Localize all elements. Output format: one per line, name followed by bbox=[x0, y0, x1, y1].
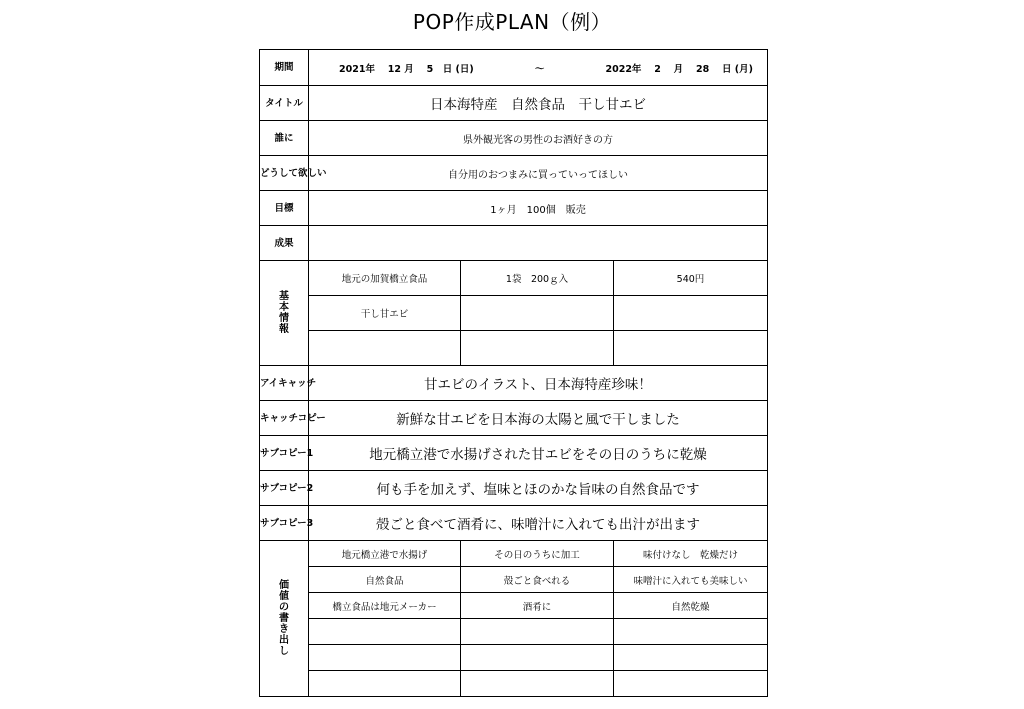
basic-info-cell[interactable]: 地元の加賀橋立食品 bbox=[309, 261, 461, 296]
eye-catch-value[interactable]: 甘エビのイラスト、日本海特産珍味！ bbox=[309, 366, 768, 401]
title-label: タイトル bbox=[260, 86, 309, 121]
sub-copy-1-value[interactable]: 地元橋立港で水揚げされた甘エビをその日のうちに乾燥 bbox=[309, 436, 768, 471]
copy-row bbox=[260, 436, 768, 471]
sub-copy-3-label: サブコピー3 bbox=[260, 506, 309, 541]
value-row bbox=[260, 619, 768, 645]
period-label: 期間 bbox=[260, 50, 309, 86]
copy-row bbox=[260, 506, 768, 541]
value-row bbox=[260, 645, 768, 671]
basic-info-cell[interactable]: 1袋 200ｇ入 bbox=[461, 261, 614, 296]
result-row bbox=[260, 226, 768, 261]
sub-copy-2-label: サブコピー2 bbox=[260, 471, 309, 506]
period-end: 2022年 2 月 28 日 (月) bbox=[605, 63, 753, 75]
value-cell[interactable] bbox=[614, 619, 768, 645]
value-cell[interactable] bbox=[309, 671, 461, 697]
basic-info-cell[interactable] bbox=[614, 296, 768, 331]
value-row bbox=[260, 541, 768, 567]
value-cell[interactable]: 橋立食品は地元メーカー bbox=[309, 593, 461, 619]
goal-value[interactable]: 1ヶ月 100個 販売 bbox=[309, 191, 768, 226]
copy-row bbox=[260, 401, 768, 436]
basic-info-row bbox=[260, 261, 768, 296]
value-cell[interactable]: 酒肴に bbox=[461, 593, 614, 619]
basic-info-label: 基本情報 bbox=[260, 261, 309, 366]
catch-copy-label: キャッチコピー bbox=[260, 401, 309, 436]
basic-info-cell[interactable] bbox=[461, 331, 614, 366]
target-value[interactable]: 県外観光客の男性のお酒好きの方 bbox=[309, 121, 768, 156]
value-cell[interactable]: 自然食品 bbox=[309, 567, 461, 593]
value-cell[interactable] bbox=[614, 671, 768, 697]
value-cell[interactable]: 味付けなし 乾燥だけ bbox=[614, 541, 768, 567]
period-row bbox=[260, 50, 768, 86]
value-cell[interactable]: 地元橋立港で水揚げ bbox=[309, 541, 461, 567]
document-title: POP作成PLAN（例） bbox=[412, 10, 612, 34]
title-row bbox=[260, 86, 768, 121]
copy-row bbox=[260, 471, 768, 506]
catch-copy-value[interactable]: 新鮮な甘エビを日本海の太陽と風で干しました bbox=[309, 401, 768, 436]
value-cell[interactable] bbox=[309, 619, 461, 645]
why-value[interactable]: 自分用のおつまみに買っていってほしい bbox=[309, 156, 768, 191]
basic-info-cell[interactable] bbox=[309, 331, 461, 366]
value-row bbox=[260, 567, 768, 593]
basic-info-row bbox=[260, 331, 768, 366]
period-value[interactable] bbox=[309, 50, 768, 86]
sub-copy-3-value[interactable]: 殻ごと食べて酒肴に、味噌汁に入れても出汁が出ます bbox=[309, 506, 768, 541]
period-start: 2021年 12 月 5 日 (日) bbox=[339, 63, 474, 75]
copy-row bbox=[260, 366, 768, 401]
value-cell[interactable]: 殻ごと食べれる bbox=[461, 567, 614, 593]
value-cell[interactable] bbox=[614, 645, 768, 671]
value-list-label: 価値の書き出し bbox=[260, 541, 309, 697]
result-value[interactable] bbox=[309, 226, 768, 261]
sub-copy-1-label: サブコピー1 bbox=[260, 436, 309, 471]
target-row bbox=[260, 121, 768, 156]
result-label: 成果 bbox=[260, 226, 309, 261]
basic-info-cell[interactable]: 540円 bbox=[614, 261, 768, 296]
eye-catch-label: アイキャッチ bbox=[260, 366, 309, 401]
goal-row bbox=[260, 191, 768, 226]
period-separator: ～ bbox=[534, 63, 545, 75]
value-row bbox=[260, 671, 768, 697]
target-label: 誰に bbox=[260, 121, 309, 156]
value-cell[interactable]: 味噌汁に入れても美味しい bbox=[614, 567, 768, 593]
why-row bbox=[260, 156, 768, 191]
basic-info-cell[interactable] bbox=[461, 296, 614, 331]
why-label: どうして欲しい bbox=[260, 156, 309, 191]
basic-info-cell[interactable]: 干し甘エビ bbox=[309, 296, 461, 331]
pop-plan-table bbox=[259, 49, 768, 697]
sub-copy-2-value[interactable]: 何も手を加えず、塩味とほのかな旨味の自然食品です bbox=[309, 471, 768, 506]
value-cell[interactable] bbox=[309, 645, 461, 671]
value-cell[interactable]: その日のうちに加工 bbox=[461, 541, 614, 567]
value-cell[interactable] bbox=[461, 619, 614, 645]
value-cell[interactable] bbox=[461, 671, 614, 697]
value-cell[interactable] bbox=[461, 645, 614, 671]
value-row bbox=[260, 593, 768, 619]
value-cell[interactable]: 自然乾燥 bbox=[614, 593, 768, 619]
title-value[interactable]: 日本海特産 自然食品 干し甘エビ bbox=[309, 86, 768, 121]
goal-label: 目標 bbox=[260, 191, 309, 226]
basic-info-row bbox=[260, 296, 768, 331]
basic-info-cell[interactable] bbox=[614, 331, 768, 366]
